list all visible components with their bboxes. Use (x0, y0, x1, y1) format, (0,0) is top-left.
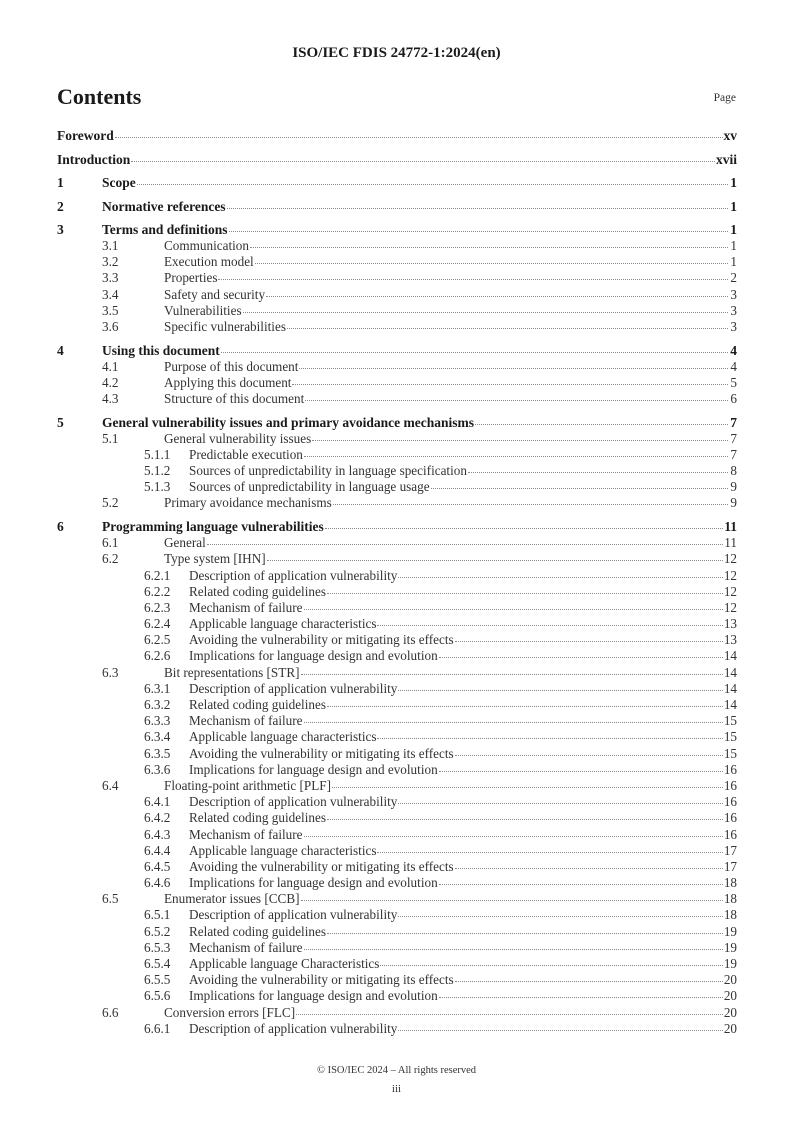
toc-entry-number: 6.3.4 (144, 729, 171, 745)
toc-entry-number: 6.2.4 (144, 616, 171, 632)
toc-entry-title[interactable]: Specific vulnerabilities (164, 318, 286, 334)
toc-entry-page[interactable]: 17 (723, 842, 737, 858)
dot-leader (287, 328, 728, 329)
toc-entry-number: 1 (57, 175, 64, 190)
dot-leader (227, 208, 728, 209)
page-number: iii (391, 1083, 402, 1095)
table-of-contents (57, 128, 737, 1037)
toc-entry[interactable] (57, 762, 737, 778)
dot-leader (327, 706, 723, 707)
toc-entry-title[interactable]: Terms and definitions (102, 222, 228, 237)
toc-entry-number: 5.1 (102, 430, 119, 446)
toc-entry[interactable] (57, 1005, 737, 1021)
toc-entry[interactable] (57, 447, 737, 463)
dot-leader (377, 738, 722, 739)
copyright-footer: © ISO/IEC 2024 – All rights reserved (316, 1065, 477, 1076)
toc-entry-number: 6.6 (102, 1004, 119, 1020)
toc-entry-title[interactable]: Avoiding the vulnerability or mitigating its effects (189, 632, 454, 648)
dot-leader (304, 609, 723, 610)
toc-entry-title[interactable]: Purpose of this document (164, 358, 299, 374)
toc-entry-title[interactable]: Avoiding the vulnerability or mitigating its effects (189, 858, 454, 874)
toc-entry-title[interactable]: Normative references (102, 198, 226, 214)
toc-entry-title[interactable]: Structure of this document (164, 391, 305, 406)
toc-entry-title[interactable]: Related coding guidelines (189, 583, 326, 599)
toc-entry-page[interactable]: 15 (723, 713, 737, 729)
toc-entry[interactable] (57, 343, 737, 359)
toc-entry-page[interactable]: 13 (723, 616, 737, 632)
toc-entry-title[interactable]: Related coding guidelines (189, 923, 326, 939)
toc-entry[interactable] (57, 270, 737, 286)
toc-entry-page[interactable]: 1 (730, 254, 737, 270)
dot-leader (301, 674, 723, 675)
toc-entry-page[interactable]: 16 (723, 826, 737, 842)
toc-entry[interactable] (57, 152, 737, 168)
dot-leader (439, 771, 723, 772)
toc-entry-title[interactable]: Applying this document (164, 374, 292, 390)
toc-entry-title[interactable]: Applicable language characteristics (189, 842, 377, 858)
toc-entry-page[interactable]: 16 (723, 777, 737, 793)
toc-entry-page[interactable]: 7 (730, 414, 737, 430)
toc-entry-number: 3.5 (102, 302, 119, 318)
dot-leader (377, 625, 722, 626)
toc-entry[interactable] (57, 391, 737, 407)
toc-entry-page[interactable]: 19 (723, 939, 737, 955)
toc-entry-page[interactable]: 4 (730, 342, 737, 358)
toc-entry-title[interactable]: Avoiding the vulnerability or mitigating its effects (189, 745, 454, 761)
toc-entry-title[interactable]: Implications for language design and evolution (189, 761, 438, 777)
toc-entry[interactable] (57, 794, 737, 810)
dot-leader (266, 296, 728, 297)
toc-entry-page[interactable]: 12 (723, 583, 737, 599)
toc-entry-number: 3 (57, 222, 64, 237)
toc-entry[interactable] (57, 222, 737, 238)
dot-leader (304, 456, 728, 457)
dot-leader (301, 900, 723, 901)
toc-entry-number: 6.4.5 (144, 858, 171, 874)
dot-leader (377, 852, 722, 853)
dot-leader (398, 1030, 722, 1031)
toc-entry-number: 6.3.3 (144, 713, 171, 729)
dot-leader (325, 528, 723, 529)
toc-entry-page[interactable]: 13 (723, 632, 737, 648)
toc-entry-number: 4.1 (102, 358, 119, 374)
dot-leader (250, 247, 728, 248)
toc-entry-number: 5.1.2 (144, 463, 171, 479)
dot-leader (243, 312, 728, 313)
toc-entry-title[interactable]: Scope (102, 175, 136, 190)
toc-entry-number: 3.4 (102, 286, 119, 302)
dot-leader (455, 868, 723, 869)
dot-leader (218, 279, 728, 280)
toc-entry[interactable] (57, 128, 737, 144)
dot-leader (255, 263, 728, 264)
dot-leader (455, 981, 723, 982)
document-id-header: ISO/IEC FDIS 24772-1:2024(en) (292, 45, 501, 61)
toc-entry-page[interactable]: 14 (723, 648, 737, 664)
toc-entry-number: 6.2 (102, 551, 119, 567)
toc-entry-page[interactable]: 19 (723, 923, 737, 939)
dot-leader (398, 690, 722, 691)
toc-entry-title[interactable]: Mechanism of failure (189, 939, 303, 955)
toc-entry-title[interactable]: Introduction (57, 151, 131, 167)
toc-entry-page[interactable]: 19 (723, 956, 737, 971)
toc-entry[interactable] (57, 1021, 737, 1037)
toc-entry-title[interactable]: Description of application vulnerability (189, 567, 398, 583)
dot-leader (333, 504, 728, 505)
toc-entry-page[interactable]: 20 (723, 988, 737, 1004)
toc-entry-title[interactable]: Properties (164, 270, 218, 286)
toc-entry-number: 6.4 (102, 777, 119, 793)
dot-leader (398, 916, 722, 917)
toc-entry-page[interactable]: 18 (723, 907, 737, 923)
toc-entry[interactable] (57, 697, 737, 713)
toc-entry-number: 6.5.4 (144, 956, 171, 971)
toc-entry-number: 6.2.1 (144, 567, 171, 583)
toc-entry[interactable] (57, 810, 737, 826)
toc-entry[interactable] (57, 254, 737, 270)
toc-entry[interactable] (57, 600, 737, 616)
dot-leader (455, 755, 723, 756)
dot-leader (229, 231, 728, 232)
toc-entry-page[interactable]: 20 (723, 1004, 737, 1020)
toc-entry[interactable] (57, 940, 737, 956)
toc-entry[interactable] (57, 616, 737, 632)
toc-entry-page[interactable]: 9 (730, 495, 737, 511)
toc-entry[interactable] (57, 778, 737, 794)
dot-leader (299, 368, 728, 369)
toc-entry-title[interactable]: Applicable language Characteristics (189, 956, 380, 971)
toc-entry-number: 3.6 (102, 318, 119, 334)
toc-entry-page[interactable]: 11 (724, 535, 737, 551)
toc-entry-title[interactable]: Description of application vulnerability (189, 907, 398, 923)
toc-entry-page[interactable]: 1 (730, 238, 737, 253)
toc-entry-number: 6.4.1 (144, 794, 171, 810)
toc-entry[interactable] (57, 584, 737, 600)
toc-entry[interactable] (57, 681, 737, 697)
toc-entry-title[interactable]: Implications for language design and evolution (189, 875, 438, 891)
toc-entry-page[interactable]: 12 (723, 551, 737, 567)
toc-entry-title[interactable]: Implications for language design and evolution (189, 988, 438, 1004)
toc-entry-title[interactable]: Description of application vulnerability (189, 680, 398, 696)
toc-entry-page[interactable]: 18 (723, 875, 737, 891)
dot-leader (455, 641, 723, 642)
dot-leader (380, 965, 722, 966)
toc-entry[interactable] (57, 535, 737, 551)
dot-leader (305, 400, 728, 401)
toc-entry-page[interactable]: 15 (723, 745, 737, 761)
toc-entry[interactable] (57, 891, 737, 907)
toc-entry-number: 6.2.5 (144, 632, 171, 648)
toc-entry-number: 5.2 (102, 495, 119, 511)
contents-heading: Contents (57, 84, 142, 109)
toc-entry-title[interactable]: Sources of unpredictability in language specification (189, 463, 467, 479)
toc-entry-number: 3.2 (102, 254, 119, 270)
toc-entry[interactable] (57, 988, 737, 1004)
toc-entry-number: 6.3.5 (144, 745, 171, 761)
toc-entry[interactable] (57, 956, 737, 972)
toc-entry-number: 6.2.2 (144, 583, 171, 599)
toc-entry-page[interactable]: 1 (730, 198, 737, 214)
dot-leader (439, 657, 723, 658)
toc-entry-page[interactable]: xv (723, 128, 737, 143)
toc-entry-title[interactable]: Sources of unpredictability in language usage (189, 479, 430, 495)
toc-entry-number: 6.5.3 (144, 939, 171, 955)
toc-entry-title[interactable]: Related coding guidelines (189, 697, 326, 712)
toc-entry-title[interactable]: Foreword (57, 128, 114, 143)
page-column-label: Page (713, 92, 736, 104)
toc-entry-number: 4.3 (102, 391, 119, 406)
toc-entry[interactable] (57, 303, 737, 319)
toc-entry[interactable] (57, 713, 737, 729)
toc-entry-title[interactable]: Related coding guidelines (189, 810, 326, 826)
toc-entry-number: 3.3 (102, 270, 119, 286)
toc-entry-page[interactable]: 7 (730, 446, 737, 462)
toc-entry-number: 5 (57, 414, 64, 430)
toc-entry-number: 5.1.1 (144, 446, 171, 462)
toc-entry[interactable] (57, 319, 737, 335)
dot-leader (137, 184, 728, 185)
toc-entry[interactable] (57, 746, 737, 762)
toc-entry-title[interactable]: Communication (164, 238, 249, 253)
toc-entry[interactable] (57, 907, 737, 923)
toc-entry[interactable] (57, 238, 737, 254)
toc-entry-title[interactable]: General vulnerability issues (164, 430, 312, 446)
toc-entry-number: 6.5 (102, 891, 119, 907)
toc-entry[interactable] (57, 729, 737, 745)
toc-entry-title[interactable]: Execution model (164, 254, 254, 270)
toc-entry-number: 6.5.1 (144, 907, 171, 923)
toc-entry[interactable] (57, 463, 737, 479)
toc-entry-title[interactable]: General (164, 535, 206, 551)
dot-leader (312, 440, 728, 441)
toc-entry-number: 6.3.2 (144, 697, 171, 712)
dot-leader (296, 1014, 723, 1015)
toc-entry-number: 6.2.3 (144, 599, 171, 615)
toc-entry-page[interactable]: 3 (730, 318, 737, 334)
toc-entry-title[interactable]: Vulnerabilities (164, 302, 242, 318)
dot-leader (327, 819, 723, 820)
toc-entry-number: 6.5.2 (144, 923, 171, 939)
toc-entry[interactable] (57, 859, 737, 875)
toc-entry-page[interactable]: 15 (723, 729, 737, 745)
toc-entry-title[interactable]: Description of application vulnerability (189, 1020, 398, 1036)
toc-entry-title[interactable]: Primary avoidance mechanisms (164, 495, 332, 511)
dot-leader (431, 488, 728, 489)
toc-entry-page[interactable]: 14 (723, 697, 737, 712)
toc-entry[interactable] (57, 551, 737, 567)
toc-entry[interactable] (57, 199, 737, 215)
toc-entry-page[interactable]: 14 (723, 664, 737, 680)
toc-entry-page[interactable]: 17 (723, 858, 737, 874)
toc-entry-number: 6.6.1 (144, 1020, 171, 1036)
toc-entry[interactable] (57, 175, 737, 191)
toc-entry-page[interactable]: 12 (723, 567, 737, 583)
toc-entry[interactable] (57, 827, 737, 843)
toc-entry[interactable] (57, 924, 737, 940)
toc-entry-page[interactable]: 7 (730, 430, 737, 446)
toc-entry[interactable] (57, 843, 737, 859)
toc-entry-title[interactable]: Applicable language characteristics (189, 729, 377, 745)
dot-leader (304, 949, 723, 950)
toc-entry-title[interactable]: Description of application vulnerability (189, 794, 398, 810)
toc-entry-page[interactable]: 16 (723, 810, 737, 826)
dot-leader (304, 722, 723, 723)
toc-entry-title[interactable]: Avoiding the vulnerability or mitigating its effects (189, 972, 454, 988)
toc-entry-page[interactable]: 1 (730, 175, 737, 190)
toc-entry-title[interactable]: Safety and security (164, 286, 266, 302)
dot-leader (115, 137, 723, 138)
toc-entry-title[interactable]: Implications for language design and evolution (189, 648, 438, 664)
toc-entry[interactable] (57, 665, 737, 681)
toc-entry-title[interactable]: Enumerator issues [CCB] (164, 891, 300, 907)
toc-entry-number: 6.2.6 (144, 648, 171, 664)
toc-entry-number: 6.4.6 (144, 875, 171, 891)
toc-entry[interactable] (57, 495, 737, 511)
toc-entry-number: 6.3.1 (144, 680, 171, 696)
toc-entry-number: 6.5.6 (144, 988, 171, 1004)
toc-entry-title[interactable]: Predictable execution (189, 446, 303, 462)
toc-entry-number: 6.5.5 (144, 972, 171, 988)
toc-entry[interactable] (57, 972, 737, 988)
toc-entry[interactable] (57, 519, 737, 535)
toc-entry-title[interactable]: Mechanism of failure (189, 599, 303, 615)
dot-leader (207, 544, 724, 545)
toc-entry[interactable] (57, 375, 737, 391)
toc-entry-title[interactable]: Programming language vulnerabilities (102, 519, 324, 535)
dot-leader (221, 352, 728, 353)
toc-entry[interactable] (57, 415, 737, 431)
toc-entry-number: 6.4.2 (144, 810, 171, 826)
toc-entry-number: 2 (57, 198, 64, 214)
dot-leader (398, 577, 722, 578)
toc-entry[interactable] (57, 568, 737, 584)
toc-entry[interactable] (57, 632, 737, 648)
toc-entry-number: 3.1 (102, 238, 119, 253)
toc-entry-title[interactable]: Floating-point arithmetic [PLF] (164, 777, 332, 793)
toc-entry-page[interactable]: xvii (715, 151, 737, 167)
toc-entry-number: 6.1 (102, 535, 119, 551)
toc-entry-page[interactable]: 4 (730, 358, 737, 374)
toc-entry-page[interactable]: 2 (730, 270, 737, 286)
toc-entry-page[interactable]: 11 (724, 519, 737, 535)
toc-entry[interactable] (57, 648, 737, 664)
toc-entry-page[interactable]: 5 (730, 374, 737, 390)
toc-entry[interactable] (57, 875, 737, 891)
dot-leader (327, 593, 723, 594)
toc-entry-page[interactable]: 8 (730, 463, 737, 479)
toc-entry-title[interactable]: Applicable language characteristics (189, 616, 377, 632)
toc-entry-number: 4.2 (102, 374, 119, 390)
toc-entry[interactable] (57, 479, 737, 495)
toc-entry-page[interactable]: 16 (723, 794, 737, 810)
toc-entry[interactable] (57, 431, 737, 447)
dot-leader (475, 424, 728, 425)
toc-entry[interactable] (57, 287, 737, 303)
toc-entry-title[interactable]: General vulnerability issues and primary avoidance mechanisms (102, 414, 475, 430)
dot-leader (327, 933, 723, 934)
toc-entry-page[interactable]: 20 (723, 972, 737, 988)
dot-leader (398, 803, 722, 804)
toc-entry-number: 6 (57, 519, 64, 535)
toc-entry-number: 4 (57, 342, 64, 358)
toc-entry-page[interactable]: 18 (723, 891, 737, 907)
toc-entry-page[interactable]: 14 (723, 680, 737, 696)
dot-leader (439, 997, 723, 998)
dot-leader (267, 560, 723, 561)
toc-entry-page[interactable]: 3 (730, 286, 737, 302)
toc-entry-page[interactable]: 9 (730, 479, 737, 495)
toc-entry-title[interactable]: Mechanism of failure (189, 713, 303, 729)
dot-leader (332, 787, 723, 788)
toc-entry-page[interactable]: 6 (730, 391, 737, 406)
dot-leader (292, 384, 728, 385)
toc-entry-title[interactable]: Bit representations [STR] (164, 664, 300, 680)
toc-entry-title[interactable]: Conversion errors [FLC] (164, 1004, 296, 1020)
toc-entry-page[interactable]: 3 (730, 302, 737, 318)
toc-entry-page[interactable]: 20 (723, 1020, 737, 1036)
toc-entry-page[interactable]: 12 (723, 599, 737, 615)
toc-entry-number: 6.3.6 (144, 761, 171, 777)
toc-entry[interactable] (57, 359, 737, 375)
toc-entry-number: 6.4.4 (144, 842, 171, 858)
toc-entry-number: 6.4.3 (144, 826, 171, 842)
dot-leader (304, 836, 723, 837)
toc-entry-page[interactable]: 16 (723, 761, 737, 777)
dot-leader (468, 472, 728, 473)
toc-entry-title[interactable]: Using this document (102, 342, 220, 358)
toc-entry-number: 6.3 (102, 664, 119, 680)
toc-entry-page[interactable]: 1 (730, 222, 737, 237)
toc-entry-number: 5.1.3 (144, 479, 171, 495)
dot-leader (439, 884, 723, 885)
dot-leader (131, 161, 715, 162)
toc-entry-title[interactable]: Type system [IHN] (164, 551, 266, 567)
toc-entry-title[interactable]: Mechanism of failure (189, 826, 303, 842)
